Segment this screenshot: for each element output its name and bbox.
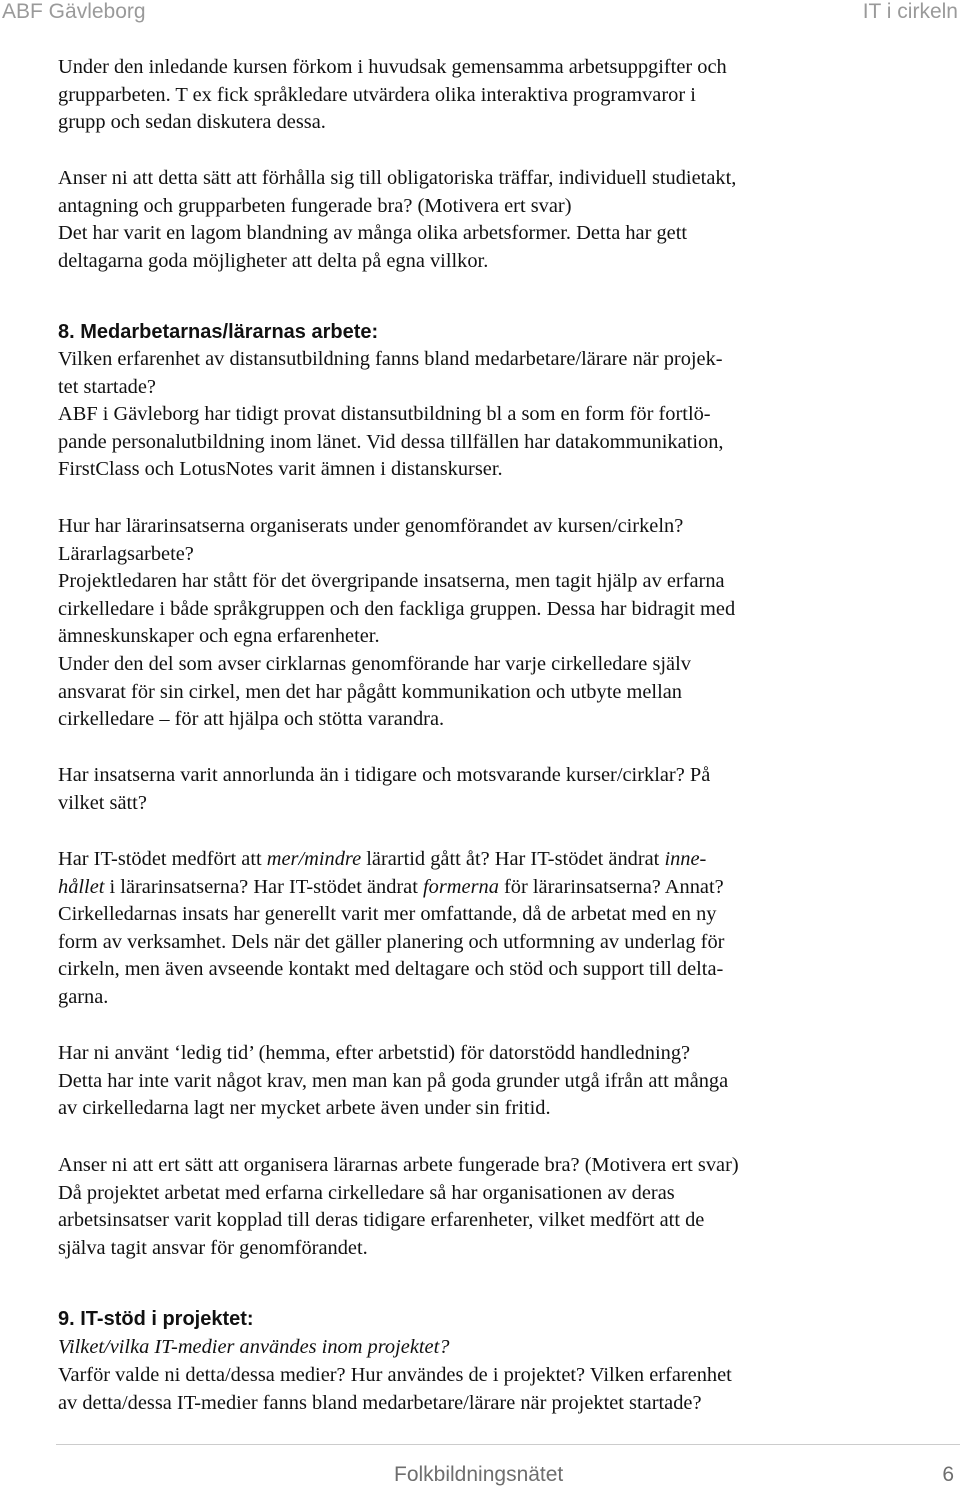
paragraph-attendance: Anser ni att detta sätt att förhålla sig till obligatoriska träffar, individuell studietakt, antagning och grupparbeten fungerade bra? (Motivera ert svar) Det har varit en lagom blandning av många olika arbetsformer. Detta har gett deltagarna goda möjligheter att delta på egna villkor. — [58, 167, 737, 272]
section-9-heading: 9. IT-stöd i projektet: — [58, 1308, 254, 1330]
paragraph-intro: Under den inledande kursen förkom i huvudsak gemensamma arbetsuppgifter och grupparbeten. T ex fick språkledare utvärdera olika interaktiva programvaror i grupp och sedan diskutera dessa. — [58, 56, 727, 134]
text-run: i lärarinsatserna? Har IT-stödet ändrat — [104, 875, 424, 898]
paragraph-free-time: Har ni använt ‘ledig tid’ (hemma, efter arbetstid) för datorstödd handledning? Detta har inte varit något krav, men man kan på goda grunder utgå ifrån att många av cirkelledarna lagt ner mycket arbete även under sin fritid. — [58, 1042, 729, 1120]
italic-run: formerna — [423, 875, 499, 898]
section-8-heading: 8. Medarbetarnas/lärarnas arbete: — [58, 321, 379, 343]
paragraph-experience: Vilken erfarenhet av distansutbildning fanns bland medarbetare/lärare när projek- tet startade? ABF i Gävleborg har tidigt provat distansutbildning bl a som en form för fortlö- pande personalutbildning inom länet. Vid dessa tillfällen har datakommunikation, FirstClass och LotusNotes varit ämnen i distanskurser. — [58, 348, 724, 481]
paragraph-teacher-organisation: Hur har lärarinsatserna organiserats under genomförandet av kursen/cirkeln? Lärarlagsarbete? Projektledaren har stått för det övergripande insatserna, men tagit hjälp av erfarna cirkelledare i både språkgruppen och den fackliga gruppen. Dessa har bidragit med ämneskunskaper och egna erfarenheter. Under den del som avser cirklarnas genomförande har varje cirkelledare själv ansvarat för sin cirkel, men det har pågått kommunikation och utbyte mellan cirkelledare – för att hjälpa och stötta varandra. — [58, 515, 736, 731]
page-header — [0, 0, 960, 26]
page-footer — [0, 1463, 960, 1493]
paragraph-it-support — [58, 846, 908, 1012]
italic-run: inne- hållet — [58, 848, 707, 898]
italic-run: mer/mindre — [266, 848, 362, 870]
text-run: Har IT-stödet medfört att — [58, 848, 267, 870]
footer-publisher: Folkbildningsnätet — [394, 1463, 564, 1486]
header-org: ABF Gävleborg — [2, 0, 146, 23]
text-run: för lärarinsatserna? Annat? Cirkelledarnas insats har generellt varit mer omfattande, då de arbetat med en ny form av verksamhet. Dels när det gäller planering och utformning av underlag för cirkeln, men även avseende kontakt med deltagare och stöd och support till delta- garna. — [58, 875, 725, 1008]
question-it-media: Vilket/vilka IT-medier användes inom projektet? — [58, 1336, 450, 1358]
text-run: lärartid gått åt? Har IT-stödet ändrat — [361, 848, 665, 870]
paragraph-differences: Har insatserna varit annorlunda än i tidigare och motsvarande kurser/cirklar? På vilket sätt? — [58, 764, 711, 814]
footer-rule — [56, 1444, 960, 1445]
header-title: IT i cirkeln — [862, 0, 958, 23]
paragraph-media-choice: Varför valde ni detta/dessa medier? Hur användes de i projektet? Vilken erfarenhet av detta/dessa IT-medier fanns bland medarbetare/lärare när projektet startade? — [58, 1364, 732, 1414]
page-number: 6 — [942, 1463, 954, 1486]
paragraph-organisation-evaluation: Anser ni att ert sätt att organisera lärarnas arbete fungerade bra? (Motivera ert svar) Då projektet arbetat med erfarna cirkelledare så har organisationen av deras arbetsinsatser varit kopplad till deras tidigare erfarenheter, vilket medfört att de själva tagit ansvar för genomförandet. — [58, 1154, 739, 1259]
